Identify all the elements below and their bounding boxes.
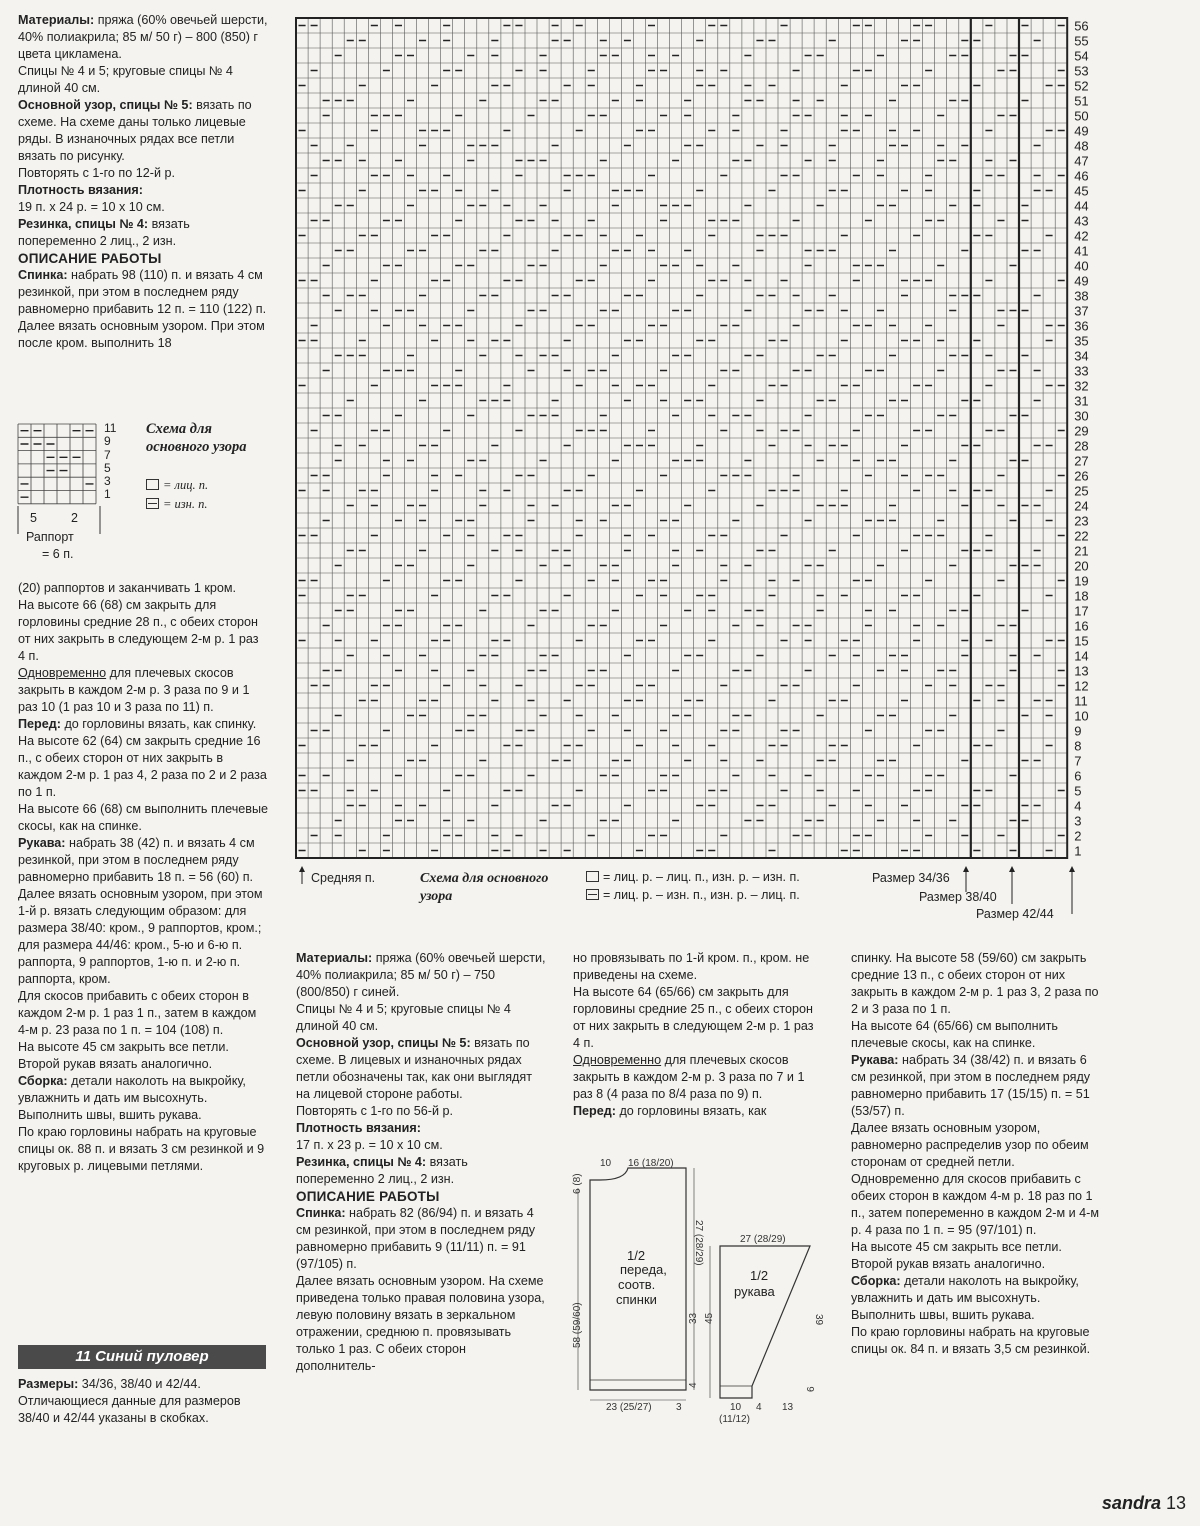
row-number: 7 [1074,753,1082,769]
sizes-info: Размеры: 34/36, 38/40 и 42/44. Отличающиеся данные для размеров 38/40 и 42/44 указаны в скобках. [18,1377,241,1425]
row-number: 43 [1074,213,1089,229]
dim-sleeve-b2: 4 [756,1402,762,1413]
row-number: 15 [1074,633,1089,649]
chart-title: Схема для основного узора [420,871,549,904]
dim-bottom-right: 3 [676,1402,682,1413]
section-heading: ОПИСАНИЕ РАБОТЫ [296,1189,440,1204]
row-number: 14 [1074,648,1089,664]
row-number: 42 [1074,228,1089,244]
row-number: 27 [1074,453,1089,469]
instructions-pink-top: Материалы: пряжа (60% овечьей шерсти, 40% полиакрила; 85 м/ 50 г) – 800 (850) г цвета цикламена. Спицы № 4 и 5; круговые спицы № 4 длиной 40 см. Основной узор, спицы № 5: вязать по схеме. На схеме даны только лицевые ряды. В изнаночных рядах все петли вязать по рисунку. Повторять с 1-го по 12-й р. Плотность вязания: 19 п. х 24 р. = 10 х 10 см. Резинка, спицы № 4: вязать попеременно 2 лиц., 2 изн. ОПИСАНИЕ РАБОТЫ Спинка: набрать 98 (110) п. и вязать 4 см резинкой, при этом в последнем ряду равномерно прибавить 12 п. = 110 (122) п. Далее вязать основным узором. При этом после кром. выполнить 18 [18,13,268,350]
row-number: 17 [1074,603,1089,619]
row-number: 49 [1074,273,1089,289]
row-number: 10 [1074,708,1089,724]
size-label-2: Размер 38/40 [919,890,997,904]
small-pattern-scheme [16,420,266,565]
row-number: 52 [1074,78,1089,94]
row-number: 45 [1074,183,1089,199]
instructions-blue-col1: Материалы: пряжа (60% овечьей шерсти, 40% полиакрила; 85 м/ 50 г) – 750 (800/850) г синей. Спицы № 4 и 5; круговые спицы № 4 длиной 40 см. Основной узор, спицы № 5: вязать по схеме. В лицевых и изнаночных рядах петли обозначены так, как они выглядят на лицевой стороне работы. Повторять с 1-го по 56-й р. Плотность вязания: 17 п. х 23 р. = 10 х 10 см. Резинка, спицы № 4: вязать попеременно 2 лиц., 2 изн. ОПИСАНИЕ РАБОТЫ Спинка: набрать 82 (86/94) п. и вязать 4 см резинкой, при этом в последнем ряду равномерно прибавить 9 (11/11) п. = 91 (97/105) п. Далее вязать основным узором. На схеме приведена только правая половина узора, левую половину вязать в зеркальном отражении, среднюю п. провязывать только 1 раз. С обеих сторон дополнитель- [296,951,546,1373]
row-number: 55 [1074,33,1089,49]
garment-schematic [570,1158,840,1428]
dim-sleeve-rib: 6 [806,1386,817,1392]
page-footer [1102,1493,1186,1514]
row-number: 34 [1074,348,1089,364]
row-number: 47 [1074,153,1089,169]
instructions-blue-col2: но провязывать по 1-й кром. п., кром. не приведены на схеме. На высоте 64 (65/66) см закрыть для горловины средние 25 п., с обеих сторон от них закрыть в следующем 2-м р. 1 раз 4 п. Одновременно для плечевых скосов закрыть в каждом 2-м р. 3 раза по 7 и 1 раз 8 (4 раза по 8/4 раза по 9) п. Перед: до горловины вязать, как [573,951,814,1118]
row-number: 38 [1074,288,1089,304]
row-number: 12 [1074,678,1089,694]
row-number: 24 [1074,498,1089,514]
row-number: 46 [1074,168,1089,184]
row-number: 19 [1074,573,1089,589]
repeat-end-num: 2 [71,511,78,525]
row-number: 54 [1074,48,1089,64]
pattern-grid [294,16,1114,866]
size-label-1: Размер 34/36 [872,871,950,885]
row-number: 13 [1074,663,1089,679]
dim-bottom: 23 (25/27) [606,1402,652,1413]
row-number: 5 [1074,783,1082,799]
section-heading: ОПИСАНИЕ РАБОТЫ [18,251,162,266]
dim-sleeve-b4: (11/12) [719,1414,750,1425]
row-number: 25 [1074,483,1089,499]
row-number: 28 [1074,438,1089,454]
row-number: 40 [1074,258,1089,274]
legend-knit: = лиц. п. [146,478,208,493]
chart-legend-2: = лиц. р. – изн. п., изн. р. – лиц. п. [586,888,800,902]
row-number: 41 [1074,243,1089,259]
brand-logo: sandra [1101,1493,1161,1513]
row-number: 6 [1074,768,1082,784]
dim-neck: 6 (8) [572,1173,583,1194]
row-number: 36 [1074,318,1089,334]
main-pattern-chart [294,16,1114,866]
size-label-3: Размер 42/44 [976,907,1054,921]
grid-lines [296,18,1067,858]
row-number: 32 [1074,378,1089,394]
row-number: 4 [1074,798,1082,814]
row-number: 1 [1074,843,1082,859]
repeat-label: Раппорт [26,530,74,544]
section-banner: 11 Синий пуловер [18,1345,266,1369]
small-scheme-title: Схема для основного узора [146,421,247,455]
row-number: 29 [1074,423,1089,439]
row-number: 31 [1074,393,1089,409]
knit-symbol-icon [586,871,599,882]
purl-symbol-icon [586,889,599,900]
row-number: 3 [1074,813,1082,829]
row-number: 35 [1074,333,1089,349]
chart-legend-1: = лиц. р. – лиц. п., изн. р. – изн. п. [586,870,800,884]
dim-sleeve-top: 27 (28/29) [740,1234,786,1245]
dim-body: 33 [688,1312,699,1324]
row-number: 9 [1074,723,1082,739]
front-label-1: 1/2 [627,1248,646,1263]
row-number: 26 [1074,468,1089,484]
row-number: 11 [1074,693,1088,709]
front-label-2: переда, [620,1262,667,1277]
row-number: 44 [1074,198,1089,214]
sleeve-label-2: рукава [734,1284,775,1299]
row-number: 2 [1074,828,1082,844]
row-number: 21 [1074,543,1089,559]
row-number: 16 [1074,618,1089,634]
page-number: 13 [1165,1493,1186,1513]
row-number: 50 [1074,108,1089,124]
dim-sleeve-b3: 13 [782,1402,794,1413]
dim-sleeve-b1: 10 [730,1402,742,1413]
purl-symbol-icon [146,498,159,509]
row-number: 18 [1074,588,1089,604]
front-label-3: соотв. [618,1277,656,1292]
dim-rib: 4 [688,1382,699,1388]
dim-top2: 16 (18/20) [628,1158,674,1169]
knit-symbol-icon [146,479,159,490]
repeat-start-num: 5 [30,511,37,525]
row-number: 33 [1074,363,1089,379]
instructions-blue-col3: спинку. На высоте 58 (59/60) см закрыть средние 13 п., с обеих сторон от них закрыть в каждом 2-м р. 1 раз 3, 2 раза по 2 и 3 раза по 1 п. На высоте 64 (65/66) см выполнить плечевые скосы, как на спинке. Рукава: набрать 34 (38/42) п. и вязать 6 см резинкой, при этом в последнем ряду равномерно прибавить 17 (15/15) п. = 51 (53/57) п. Далее вязать основным узором, равномерно распределив узор по обеим сторонам от средней петли. Одновременно для скосов прибавить с обеих сторон в каждом 4-м р. 18 раз по 1 п., затем попеременно в каждом 2-м и 4-м р. 4 раза по 1 п. = 95 (97/101) п. На высоте 45 см закрыть все петли. Второй рукав вязать аналогично. Сборка: детали наколоть на выкройку, увлажнить и дать им высохнуть. Выполнить швы, вшить рукава. По краю горловины набрать на круговые спицы ок. 84 п. и вязать 3,5 см резинкой. [851,951,1099,1356]
row-number: 23 [1074,513,1089,529]
dim-sleeve-len: 45 [704,1312,715,1324]
legend-purl: = изн. п. [146,497,208,512]
sleeve-label-1: 1/2 [750,1268,769,1283]
row-number: 49 [1074,123,1089,139]
dim-sleeve-side: 39 [813,1314,824,1326]
small-scheme-row-numbers: 11 9 7 5 3 1 [104,421,117,502]
dim-total: 58 (59/60) [572,1302,583,1348]
row-number: 51 [1074,93,1089,109]
small-grid-lines [18,424,96,504]
front-label-4: спинки [616,1292,657,1307]
row-number: 30 [1074,408,1089,424]
dim-top1: 10 [600,1158,612,1169]
row-number: 56 [1074,18,1089,34]
row-number: 20 [1074,558,1089,574]
middle-stitch-label: Средняя п. [311,871,376,885]
row-number: 22 [1074,528,1089,544]
instructions-pink-bottom: (20) раппортов и заканчивать 1 кром. На высоте 66 (68) см закрыть для горловины средние 28 п., с обеих сторон от них закрыть в следующем 2-м р. 1 раз 4 п. Одновременно для плечевых скосов закрыть в каждом 2-м р. 3 раза по 9 и 1 раз 10 (1 раз 10 и 3 раза по 11) п. Перед: до горловины вязать, как спинку. На высоте 62 (64) см закрыть средние 16 п., с обеих сторон от них закрыть в каждом 2-м р. 1 раз 4, 2 раза по 2 и 2 раза по 1 п. На высоте 66 (68) см выполнить плечевые скосы, как на спинке. Рукава: набрать 38 (42) п. и вязать 4 см резинкой, при этом в последнем ряду равномерно прибавить 18 п. = 56 (60) п. Далее вязать основным узором, при этом 1-й р. вязать следующим образом: для размера 38/40: кром., 9 раппортов, кром.; для размера 44/46: кром., 5-ю и 6-ю п. раппорта, 9 раппортов, 1-ю п. и 2-ю п. раппорта, кром. Для скосов прибавить с обеих сторон в каждом 2-м р. 1 раз 1 п., затем в каждом 4-м р. 23 раза по 1 п. = 104 (108) п. На высоте 45 см закрыть все петли. Второй рукав вязать аналогично. Сборка: детали наколоть на выкройку, увлажнить и дать им высохнуть. Выполнить швы, вшить рукава. По краю горловины набрать на круговые спицы ок. 88 п. и вязать 3 см резинкой и 9 круговых р. лицевыми петлями. [18,581,269,1173]
dim-armhole: 27 (28/29) [693,1220,704,1266]
row-number: 53 [1074,63,1089,79]
row-number: 8 [1074,738,1082,754]
repeat-value: = 6 п. [42,547,74,561]
row-number: 37 [1074,303,1089,319]
row-number: 48 [1074,138,1089,154]
